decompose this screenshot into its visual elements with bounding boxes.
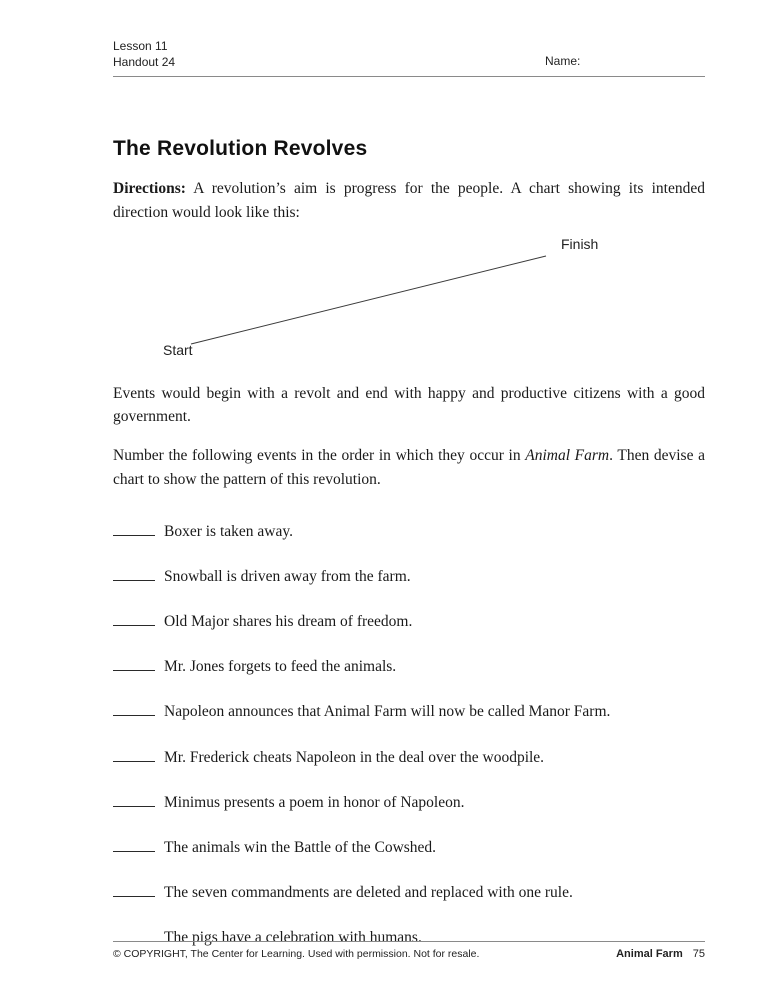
copyright-text: © COPYRIGHT, The Center for Learning. Used with permission. Not for resale. bbox=[113, 948, 480, 960]
page-number: 75 bbox=[692, 948, 705, 960]
answer-blank[interactable] bbox=[113, 656, 155, 671]
event-text: Mr. Jones forgets to feed the animals. bbox=[164, 658, 397, 676]
events-list bbox=[113, 521, 705, 948]
events-intro-paragraph: Events would begin with a revolt and end with happy and productive citizens with a good government. bbox=[113, 384, 705, 426]
answer-blank[interactable] bbox=[113, 701, 155, 716]
event-row bbox=[113, 837, 705, 858]
answer-blank[interactable] bbox=[113, 521, 155, 536]
book-title-inline: Animal Farm bbox=[525, 447, 610, 465]
answer-blank[interactable] bbox=[113, 611, 155, 626]
event-text: Napoleon announces that Animal Farm will now be called Manor Farm. bbox=[164, 703, 611, 721]
footer-rule bbox=[113, 941, 705, 942]
event-text: The seven commandments are deleted and replaced with one rule. bbox=[164, 884, 573, 901]
footer-right bbox=[616, 948, 705, 960]
answer-blank[interactable] bbox=[113, 747, 155, 762]
revolution-chart bbox=[113, 234, 705, 366]
directions-text: A revolution’s aim is progress for the people. A chart showing its intended direction would look like this: bbox=[113, 180, 705, 221]
event-row bbox=[113, 747, 705, 768]
answer-blank[interactable] bbox=[113, 792, 155, 807]
directions-paragraph bbox=[113, 177, 705, 224]
event-text: The pigs have a celebration with humans. bbox=[164, 929, 422, 947]
event-row bbox=[113, 566, 705, 587]
answer-blank[interactable] bbox=[113, 566, 155, 581]
event-row bbox=[113, 656, 705, 677]
event-text: Mr. Frederick cheats Napoleon in the deal over the woodpile. bbox=[164, 748, 545, 766]
handout-label: Handout 24 bbox=[113, 55, 176, 70]
numbering-text-pre: Number the following events in the order in which they occur in bbox=[113, 447, 526, 465]
answer-blank[interactable] bbox=[113, 837, 155, 852]
numbering-instructions-paragraph bbox=[113, 444, 705, 491]
event-row bbox=[113, 611, 705, 632]
event-row bbox=[113, 701, 705, 722]
start-label: Start bbox=[163, 341, 193, 358]
event-text: Snowball is driven away from the farm. bbox=[164, 568, 411, 586]
page-footer bbox=[113, 941, 705, 960]
event-text: Old Major shares his dream of freedom. bbox=[164, 613, 413, 631]
numbering-text-post: . Then devise a chart to show the pattern of this revolution. bbox=[113, 447, 705, 488]
event-text: Minimus presents a poem in honor of Napoleon. bbox=[164, 793, 465, 811]
name-label: Name: bbox=[545, 54, 581, 69]
answer-blank[interactable] bbox=[113, 927, 155, 942]
event-row bbox=[113, 521, 705, 542]
answer-blank[interactable] bbox=[113, 882, 155, 897]
event-row bbox=[113, 882, 705, 903]
header-rule bbox=[113, 76, 705, 77]
page-title: The Revolution Revolves bbox=[113, 137, 368, 161]
lesson-label: Lesson 11 bbox=[113, 39, 168, 53]
event-text: Boxer is taken away. bbox=[164, 522, 293, 540]
directions-label: Directions: bbox=[113, 180, 186, 198]
page-header bbox=[113, 38, 705, 70]
finish-label: Finish bbox=[561, 235, 599, 252]
book-title: Animal Farm bbox=[616, 948, 683, 960]
trend-line-graphic bbox=[113, 234, 705, 366]
event-row bbox=[113, 792, 705, 813]
event-text: The animals win the Battle of the Cowshed. bbox=[164, 838, 437, 856]
